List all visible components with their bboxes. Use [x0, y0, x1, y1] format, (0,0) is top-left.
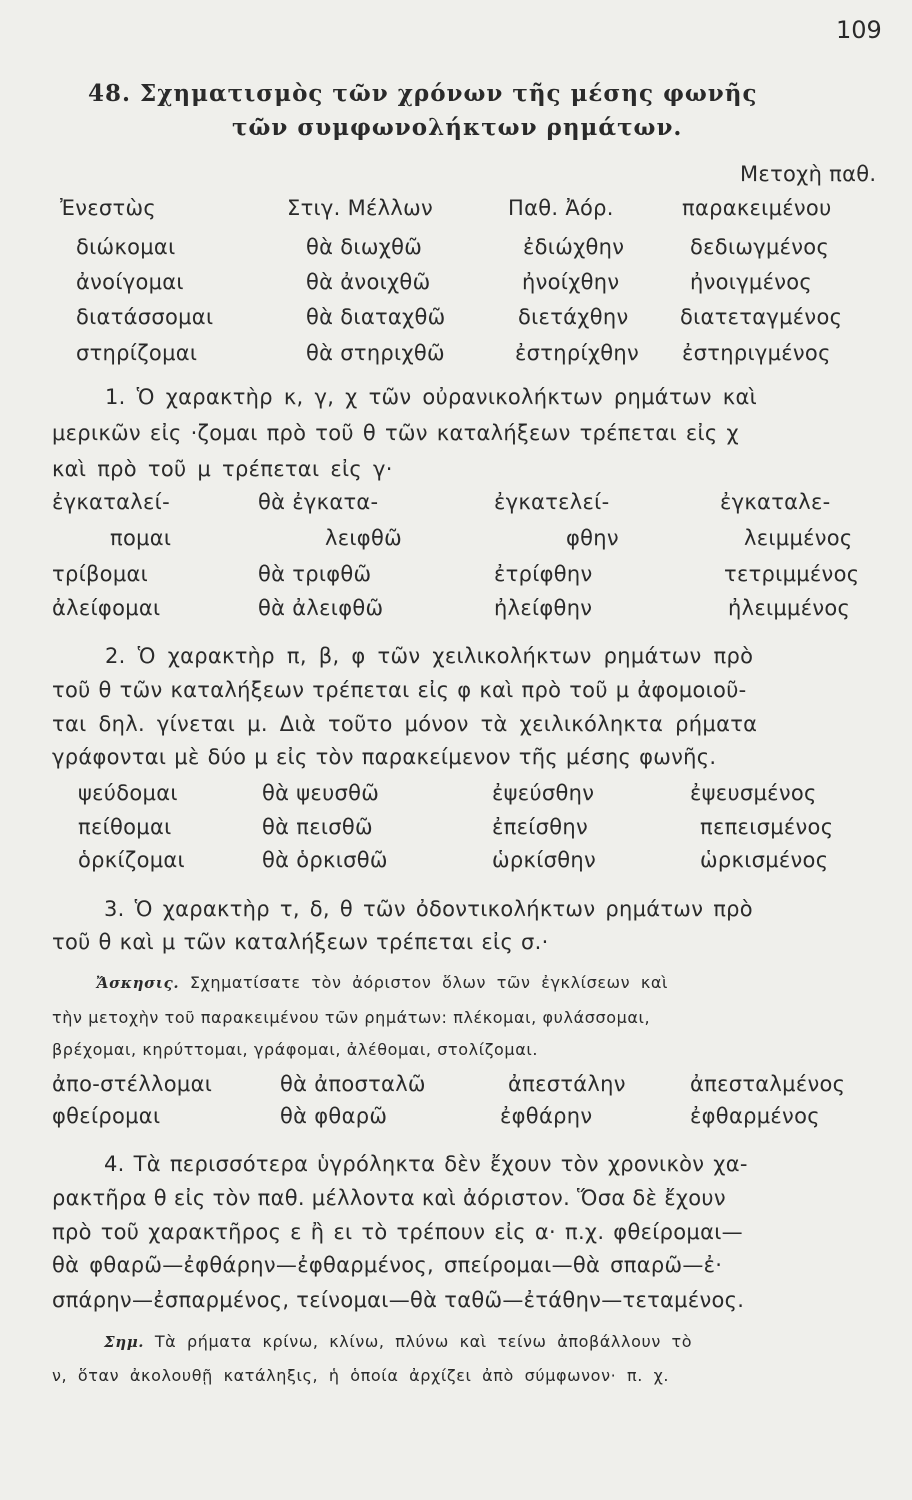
paragraph-line: 3. Ὁ χαρακτὴρ τ, δ, θ τῶν ὀδοντικολήκτων ρημάτων πρὸ	[104, 897, 753, 921]
section-number: 48.	[88, 80, 132, 107]
paragraph-line: ρακτῆρα θ εἰς τὸν παθ. μέλλοντα καὶ ἀόριστον. Ὅσα δὲ ἔχουν	[52, 1186, 726, 1210]
section-title-line1: Σχηματισμὸς τῶν χρόνων τῆς μέσης φωνῆς	[140, 80, 758, 107]
table-cell: ἀπεσταλμένος	[690, 1072, 846, 1096]
paragraph-line: 4. Τὰ περισσότερα ὑγρόληκτα δὲν ἔχουν τὸν χρονικὸν χα-	[104, 1152, 748, 1176]
table-cell: πομαι	[110, 526, 172, 550]
paragraph-line: πρὸ τοῦ χαρακτῆρος ε ἢ ει τὸ τρέπουν εἰς α· π.χ. φθείρομαι—	[52, 1220, 743, 1244]
table-cell: διετάχθην	[518, 305, 629, 329]
table-cell: ἐψεύσθην	[492, 781, 595, 805]
table-cell: στηρίζομαι	[76, 341, 198, 365]
exercise-label: Ἄσκησις.	[96, 974, 180, 992]
table-cell: θὰ διαταχθῶ	[306, 305, 446, 329]
table-cell: διώκομαι	[76, 235, 176, 259]
table-cell: ὡρκίσθην	[492, 848, 596, 872]
table-cell: ἀπεστάλην	[508, 1072, 626, 1096]
exercise-line-1	[96, 973, 668, 992]
table-cell: ἀνοίγομαι	[76, 270, 184, 294]
section-title-line2: τῶν συμφωνολήκτων ρημάτων.	[232, 114, 683, 141]
paragraph-line: 2. Ὁ χαρακτὴρ π, β, φ τῶν χειλικολήκτων ρημάτων πρὸ	[105, 644, 754, 668]
table-cell: ἐψευσμένος	[690, 781, 817, 805]
header-perfect: παρακειμένου	[682, 196, 832, 220]
table-cell: διατάσσομαι	[76, 305, 214, 329]
note-line-1	[104, 1332, 692, 1351]
paragraph-line: τοῦ θ καὶ μ τῶν καταλήξεων τρέπεται εἰς σ.·	[52, 930, 549, 954]
table-cell: ἐγκαταλεί-	[52, 490, 170, 514]
table-cell: φθείρομαι	[52, 1104, 161, 1128]
paragraph-line: ται δηλ. γίνεται μ. Διὰ τοῦτο μόνον τὰ χειλικόληκτα ρήματα	[52, 712, 758, 736]
table-cell: ὡρκισμένος	[700, 848, 829, 872]
exercise-line-2: τὴν μετοχὴν τοῦ παρακειμένου τῶν ρημάτων: πλέκομαι, φυλάσσομαι,	[52, 1008, 651, 1027]
table-cell: πεπεισμένος	[700, 815, 834, 839]
table-cell: ἀπο-στέλλομαι	[52, 1072, 213, 1096]
table-cell: ἠνοιγμένος	[690, 270, 813, 294]
table-cell: θὰ διωχθῶ	[306, 235, 423, 259]
table-cell: θὰ πεισθῶ	[262, 815, 373, 839]
table-cell: ἐγκατελεί-	[494, 490, 610, 514]
table-cell: ἐφθάρην	[500, 1104, 593, 1128]
paragraph-line: γράφονται μὲ δύο μ εἰς τὸν παρακείμενον τῆς μέσης φωνῆς.	[52, 745, 717, 769]
table-cell: ἐστηρίχθην	[515, 341, 640, 365]
table-cell: λειφθῶ	[325, 526, 402, 550]
header-future: Στιγ. Μέλλων	[287, 196, 434, 220]
table-cell: θὰ στηριχθῶ	[306, 341, 445, 365]
table-cell: θὰ τριφθῶ	[258, 562, 372, 586]
table-cell: δεδιωγμένος	[690, 235, 830, 259]
paragraph-line: σπάρην—ἐσπαρμένος, τείνομαι—θὰ ταθῶ—ἐτάθην—τεταμένος.	[52, 1288, 745, 1312]
table-cell: θὰ ἀποσταλῶ	[280, 1072, 426, 1096]
table-cell: θὰ ψευσθῶ	[262, 781, 380, 805]
exercise-line-3: βρέχομαι, κηρύττομαι, γράφομαι, ἀλέθομαι, στολίζομαι.	[52, 1040, 539, 1059]
section-title	[88, 80, 757, 107]
table-cell: ὁρκίζομαι	[78, 848, 185, 872]
note-text: Τὰ ρήματα κρίνω, κλίνω, πλύνω καὶ τείνω ἀποβάλλουν τὸ	[154, 1332, 693, 1351]
paragraph-line: μερικῶν εἰς ·ζομαι πρὸ τοῦ θ τῶν καταλήξεων τρέπεται εἰς χ	[52, 421, 739, 445]
paragraph-line: καὶ πρὸ τοῦ μ τρέπεται εἰς γ·	[52, 457, 393, 481]
table-cell: θὰ ἀλειφθῶ	[258, 596, 384, 620]
table-cell: ἐδιώχθην	[523, 235, 625, 259]
table-cell: τρίβομαι	[52, 562, 149, 586]
table-cell: λειμμένος	[744, 526, 853, 550]
table-cell: θὰ ἐγκατα-	[258, 490, 379, 514]
exercise-text: Σχηματίσατε τὸν ἀόριστον ὅλων τῶν ἐγκλίσεων καὶ	[189, 973, 669, 992]
table-cell: ἐστηριγμένος	[682, 341, 831, 365]
table-cell: ἀλείφομαι	[52, 596, 161, 620]
table-cell: ψεύδομαι	[78, 781, 178, 805]
page-number: 109	[836, 16, 882, 44]
note-label: Σημ.	[104, 1333, 145, 1351]
table-cell: φθην	[566, 526, 619, 550]
table-cell: ἠλείφθην	[494, 596, 593, 620]
table-cell: ἐγκαταλε-	[720, 490, 831, 514]
table-cell: ἐφθαρμένος	[690, 1104, 820, 1128]
table-cell: τετριμμένος	[724, 562, 860, 586]
header-participle: Μετοχὴ παθ.	[740, 162, 877, 186]
table-cell: θὰ ὁρκισθῶ	[262, 848, 388, 872]
note-line-2: ν, ὅταν ἀκολουθῇ κατάληξις, ἡ ὁποία ἀρχίζει ἀπὸ σύμφωνον· π. χ.	[52, 1366, 670, 1385]
header-aorist: Παθ. Ἀόρ.	[508, 196, 614, 220]
header-present: Ἐνεστὼς	[60, 196, 156, 220]
table-cell: ἐτρίφθην	[494, 562, 593, 586]
table-cell: ἠνοίχθην	[522, 270, 620, 294]
paragraph-line: τοῦ θ τῶν καταλήξεων τρέπεται εἰς φ καὶ πρὸ τοῦ μ ἀφομοιοῦ-	[52, 678, 747, 702]
paragraph-line: 1. Ὁ χαρακτὴρ κ, γ, χ τῶν οὐρανικολήκτων ρημάτων καὶ	[105, 385, 758, 409]
table-cell: πείθομαι	[78, 815, 172, 839]
paragraph-line: θὰ φθαρῶ—ἐφθάρην—ἐφθαρμένος, σπείρομαι—θὰ σπαρῶ—ἐ·	[52, 1253, 723, 1277]
table-cell: θὰ ἀνοιχθῶ	[306, 270, 431, 294]
table-cell: διατεταγμένος	[680, 305, 843, 329]
table-cell: θὰ φθαρῶ	[280, 1104, 388, 1128]
table-cell: ἐπείσθην	[492, 815, 589, 839]
table-cell: ἠλειμμένος	[728, 596, 851, 620]
